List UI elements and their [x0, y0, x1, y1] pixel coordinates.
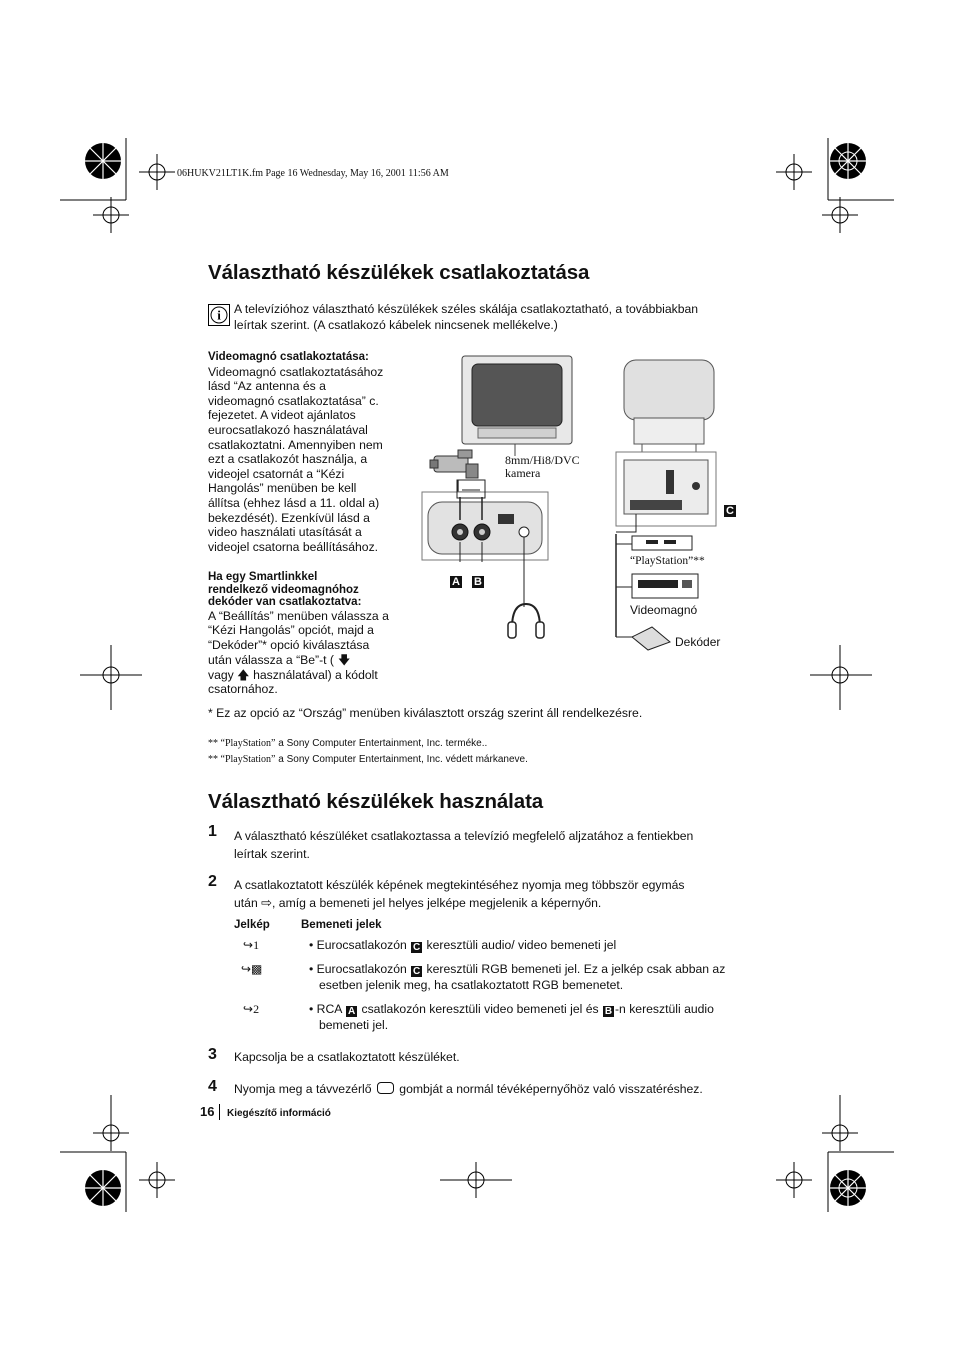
camera-illustration — [430, 450, 478, 478]
step-4-text: Nyomja meg a távvezérlő gombját a normál tévéképernyőhöz való visszatéréshez. — [234, 1082, 703, 1096]
info-icon — [208, 304, 230, 326]
table-row: • Eurocsatlakozón C keresztüli audio/ video bemeneti jel — [309, 938, 617, 953]
table-header-signals: Bemeneti jelek — [301, 919, 382, 931]
vcr-text — [208, 365, 413, 555]
step-1-number: 1 — [208, 823, 217, 840]
vcr-connection-block — [208, 350, 413, 554]
table-row: • RCA A csatlakozón keresztüli video bemeneti jel és B -n keresztüli audio bemeneti jel. — [309, 1002, 714, 1032]
section-title-use: Választható készülékek használata — [208, 790, 544, 813]
step-2-number: 2 — [208, 873, 217, 890]
tv-rear-illustration — [624, 360, 714, 452]
smartlink-block: Ha egy Smartlinkkel rendelkező videomagnóhoz dekóder van csatlakoztatva: A “Beállítás” menüben válassza a “Kézi Hangolás” opciót, majd a “Dekóder”* opció kiválasztása után válassza a “Be”-t ( 🡇 vagy 🡅 használatával) a kódolt csatornához. — [208, 571, 413, 697]
table-row: • Eurocsatlakozón C keresztüli RGB bemeneti jel. Ez a jelkép csak abban az esetben jelenik meg, ha csatlakoztatott RGB bemenetet. — [309, 962, 726, 992]
vcr-text-line: videojel csatorna beállításához. — [208, 539, 379, 554]
footer-divider — [219, 1104, 220, 1120]
info-text: A televízióhoz választható készülékek széles skálája csatlakoztatható, a továbbiakban leírtak szerint. (A csatlakozó kábelek nincsenek mellékelve.) — [234, 302, 699, 332]
smartlink-heading-line: Ha egy Smartlinkkel — [208, 571, 318, 583]
tv-front-illustration — [462, 356, 572, 456]
vcr-heading: Videomagnó csatlakoztatása: — [208, 351, 369, 363]
connector-label-a: A — [449, 571, 463, 589]
footnote-option: * Ez az opció az “Ország” menüben kiválasztott ország szerint áll rendelkezésre. — [208, 706, 643, 720]
footer-section: Kiegészítő információ — [227, 1108, 331, 1119]
arrow-up-icon: 🡅 — [237, 667, 250, 682]
vcr-illustration — [632, 574, 698, 598]
section-title-connect: Választható készülékek csatlakoztatása — [208, 261, 590, 284]
input-select-icon: ⇨ — [261, 895, 273, 910]
svg-text:i: i — [217, 307, 221, 323]
arrow-down-icon: 🡇 — [338, 652, 351, 667]
step-4-number: 4 — [208, 1078, 217, 1095]
step-3-text: Kapcsolja be a csatlakoztatott készüléket. — [234, 1050, 460, 1064]
step-3-number: 3 — [208, 1046, 217, 1063]
vcr-label: Videomagnó — [630, 603, 698, 617]
input-arrow-icon: ↪ — [243, 938, 254, 952]
playstation-label: “PlayStation”** — [630, 555, 705, 567]
symbol-rgb-icon: ↪▩ — [241, 962, 263, 976]
smartlink-heading-line: rendelkező videomagnóhoz — [208, 583, 359, 596]
connector-label-c: C — [723, 500, 737, 518]
headphones-illustration — [508, 604, 544, 638]
tv-button-icon — [377, 1082, 394, 1094]
vcr-text-line: ezt a csatlakozót használja, a — [208, 452, 368, 467]
page-number: 16 — [200, 1104, 215, 1119]
vcr-text-line: eurocsatlakozó használatával — [208, 422, 368, 437]
decoder-illustration — [632, 627, 670, 650]
input-arrow-icon: ↪ — [243, 1002, 254, 1016]
symbol-input-2: ↪2 — [243, 1002, 260, 1016]
connector-label-b: B — [471, 571, 485, 589]
step-2-text: A csatlakoztatott készülék képének megtekintéséhez nyomja meg többször egymás után ⇨, amíg a bemeneti jel helyes jelképe megjelenik a képernyőn. — [234, 878, 685, 910]
vcr-text-line: Hangolás” menüben be kell — [208, 481, 357, 496]
vcr-text-line: videojel csatornát a “Kézi — [208, 466, 345, 481]
decoder-label: Dekóder — [675, 635, 721, 649]
vcr-text-line: csatlakoztatni. Amennyiben nem — [208, 437, 383, 452]
file-info-header: 06HUKV21LT1K.fm Page 16 Wednesday, May 16, 2001 11:56 AM — [177, 168, 449, 179]
vcr-text-line: Videomagnó csatlakoztatásához — [208, 364, 384, 379]
vcr-text-line: fejezetet. A videot ajánlatos — [208, 408, 356, 423]
step-1-text: A választható készüléket csatlakoztassa a televízió megfelelő aljzatához a fentiekben leírtak szerint. — [234, 829, 694, 861]
smartlink-heading — [208, 571, 413, 609]
table-header-symbol: Jelkép — [234, 919, 270, 931]
camera-label: 8mm/Hi8/DVC kamera — [505, 453, 580, 480]
vcr-text-line: videomagnó csatlakoztatása” c. — [208, 393, 379, 408]
vcr-text-line: lásd “Az antenna és a — [208, 379, 326, 394]
footnote-playstation-2: ** “PlayStation” a Sony Computer Entertainment, Inc. védett márkaneve. — [208, 754, 528, 765]
footnote-playstation-1: ** “PlayStation” a Sony Computer Entertainment, Inc. terméke.. — [208, 738, 488, 749]
vcr-text-line: állítsa (ehhez lásd a 11. oldal a) — [208, 495, 380, 510]
vcr-text-line: bekezdését). Ezenkívül lásd a — [208, 510, 370, 525]
symbol-input-1: ↪1 — [243, 938, 260, 952]
playstation-illustration — [632, 536, 692, 550]
smartlink-heading-line: dekóder van csatlakoztatva: — [208, 596, 362, 608]
vcr-text-line: video használati utasítását a — [208, 525, 362, 540]
